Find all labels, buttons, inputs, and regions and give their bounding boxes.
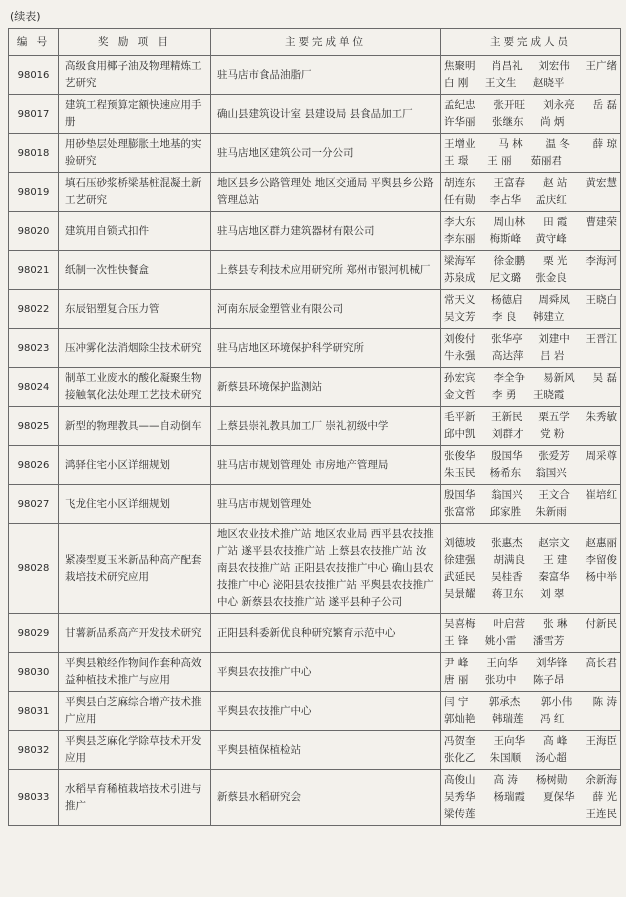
row-people [441,731,621,770]
person-name: 刘俊付 [444,333,476,345]
row-id: 98033 [9,770,59,826]
person-name: 殷国华 [491,450,523,462]
people-line [444,75,617,92]
person-name: 尚 炳 [540,116,565,128]
person-name: 郭小伟 [540,696,573,708]
table-row [9,485,621,524]
row-unit: 平舆县农技推广中心 [211,653,441,692]
person-name: 叶启营 [493,618,526,630]
row-unit: 地区县乡公路管理处 地区交通局 平舆县乡公路管理总站 [211,173,441,212]
row-unit: 上蔡县专利技术应用研究所 郑州市银河机械厂 [211,251,441,290]
person-name: 梅斯峰 [489,233,522,245]
person-name: 李 勇 [492,389,517,401]
person-name: 朱新雨 [535,506,567,518]
people-line [444,136,617,153]
row-id: 98020 [9,212,59,251]
row-id: 98031 [9,692,59,731]
row-project: 用砂垫层处理膨胀土地基的实验研究 [59,134,211,173]
header-unit: 主要完成单位 [211,29,441,56]
table-row [9,524,621,614]
person-name: 高达萍 [492,350,524,362]
person-name: 王海臣 [585,735,617,747]
person-name: 李 良 [492,311,517,323]
person-name: 张化乙 [444,752,476,764]
row-project: 建筑用自锁式扣件 [59,212,211,251]
row-people [441,614,621,653]
person-name: 高俊山 [444,774,476,786]
person-name: 肖昌礼 [491,60,523,72]
people-line [444,309,617,326]
person-name: 薛 琼 [592,138,617,150]
row-id: 98027 [9,485,59,524]
person-name: 王文生 [484,77,517,89]
person-name: 杨中举 [585,570,617,583]
row-unit: 河南东辰金塑管业有限公司 [211,290,441,329]
person-name: 焦聚明 [444,60,476,72]
row-people [441,692,621,731]
person-name: 许华丽 [444,116,476,128]
person-name: 殷国华 [444,489,476,501]
people-line [444,535,617,552]
table-header-row [9,29,621,56]
row-people [441,212,621,251]
person-name: 王 锋 [444,635,469,647]
row-unit: 驻马店市食品油脂厂 [211,56,441,95]
people-line [444,253,617,270]
table-row [9,446,621,485]
table-row [9,329,621,368]
people-line [444,114,617,131]
person-name: 余新海 [585,774,617,786]
person-name: 高 峰 [543,735,568,747]
people-line [444,175,617,192]
person-name: 张惠杰 [491,536,523,549]
person-spacer [581,711,617,728]
person-spacer [581,153,617,170]
people-line [444,348,617,365]
person-name: 胡连东 [444,177,476,189]
people-line [444,750,617,767]
row-people [441,407,621,446]
person-name: 尼文璐 [489,272,522,284]
people-line [444,292,617,309]
row-id: 98029 [9,614,59,653]
person-name: 常天义 [444,294,476,306]
people-line [444,772,617,789]
people-line [444,733,617,750]
row-id: 98021 [9,251,59,290]
person-name: 李留俊 [585,553,617,566]
person-spacer [581,387,617,404]
row-people [441,134,621,173]
person-name: 马 林 [498,138,523,150]
people-line [444,214,617,231]
row-project: 平舆县芝麻化学除草技术开发应用 [59,731,211,770]
table-row [9,770,621,826]
person-name: 朱玉民 [444,467,476,479]
person-name: 张开旺 [493,99,526,111]
row-id: 98032 [9,731,59,770]
row-unit: 新蔡县环境保护监测站 [211,368,441,407]
row-unit: 驻马店市规划管理处 市房地产管理局 [211,446,441,485]
person-name: 易新风 [543,372,575,384]
person-name: 汤心超 [535,752,567,764]
person-name: 杨瑞霞 [493,791,526,803]
person-name: 高长君 [585,657,617,669]
person-name: 张爱芳 [538,450,570,462]
person-name: 刘群才 [492,428,524,440]
people-line [444,370,617,387]
row-project: 平舆县粮经作物间作套种高效益种植技术推广与应用 [59,653,211,692]
table-row [9,251,621,290]
row-unit: 驻马店地区环境保护科学研究所 [211,329,441,368]
person-name: 吴秀华 [444,791,476,803]
row-unit: 新蔡县水稻研究会 [211,770,441,826]
person-name: 吴喜梅 [444,618,476,630]
row-unit: 平舆县农技推广中心 [211,692,441,731]
person-name: 朱国顺 [489,752,522,764]
person-name: 李占华 [489,194,522,206]
row-people [441,329,621,368]
person-name: 崔培红 [585,489,617,501]
person-name: 曹建荣 [585,216,617,228]
row-people [441,770,621,826]
person-name: 毛平新 [444,411,476,423]
person-name: 王 璟 [444,155,469,167]
row-people [441,524,621,614]
person-name: 茹丽君 [530,155,563,167]
people-line [444,616,617,633]
table-row [9,407,621,446]
people-line [444,331,617,348]
person-name: 冯贺奎 [444,735,476,747]
person-name: 田 霞 [543,216,568,228]
person-name: 徐建强 [444,553,476,566]
row-project: 甘薯新品系高产开发技术研究 [59,614,211,653]
table-row [9,56,621,95]
person-name: 赵惠丽 [585,536,617,549]
person-name: 王 建 [543,553,568,566]
person-name: 翁国兴 [535,467,567,479]
header-id: 编 号 [9,29,59,56]
person-name: 李海河 [585,255,617,267]
person-name: 岳 磊 [592,99,617,111]
people-line [444,633,617,650]
person-name: 张 琳 [543,618,568,630]
table-row [9,134,621,173]
row-project: 压冲雾化法消烟除尘技术研究 [59,329,211,368]
person-name: 孙宏宾 [444,372,476,384]
row-project: 鸿驿住宅小区详细规划 [59,446,211,485]
people-line [444,465,617,482]
table-row [9,653,621,692]
row-unit: 驻马店地区群力建筑器材有限公司 [211,212,441,251]
awards-table [8,28,621,826]
row-id: 98022 [9,290,59,329]
people-line [444,58,617,75]
person-name: 梁传莲 [444,808,476,820]
person-name: 王广绪 [585,60,617,72]
table-row [9,212,621,251]
person-name: 王富春 [493,177,526,189]
row-unit: 地区农业技术推广站 地区农业局 西平县农技推广站 遂平县农技推广站 上蔡县农技推广站 汝南县农技推广站 正阳县农技推广中心 确山县农技推广中心 泌阳县农技推广站 平舆县农技推广中心 新蔡县农技推广站 遂平县种子公司 [211,524,441,614]
person-name: 翁国兴 [491,489,523,501]
people-line [444,487,617,504]
people-line [444,694,617,711]
person-name: 韩建立 [532,311,565,323]
person-name: 梁海军 [444,255,476,267]
people-line [444,504,617,521]
person-name: 朱秀敏 [585,411,617,423]
person-name: 刘德坡 [444,536,476,549]
row-project: 新型的物理教具——自动倒车 [59,407,211,446]
person-spacer [581,348,617,365]
person-name: 吴 磊 [592,372,617,384]
people-line [444,552,617,569]
row-project: 飞龙住宅小区详细规划 [59,485,211,524]
person-name: 周舜凤 [538,294,570,306]
row-people [441,251,621,290]
person-name: 韩瑞莲 [492,713,524,725]
row-id: 98017 [9,95,59,134]
people-line [444,655,617,672]
person-name: 吴景耀 [444,587,476,600]
row-people [441,368,621,407]
person-name: 金文哲 [444,389,476,401]
row-unit: 驻马店地区建筑公司一分公司 [211,134,441,173]
person-name: 蒋卫东 [492,587,524,600]
person-name: 唐 丽 [444,674,469,686]
person-name: 高 涛 [493,774,518,786]
person-name: 王晓白 [585,294,617,306]
person-name: 张华亭 [491,333,523,345]
person-name: 冯 红 [540,713,565,725]
row-project: 填石压砂浆桥梁基桩混凝土新工艺研究 [59,173,211,212]
person-name: 王向华 [493,735,526,747]
people-line [444,806,617,823]
people-line [444,711,617,728]
person-name: 周山林 [493,216,526,228]
people-line [444,672,617,689]
person-spacer [581,309,617,326]
person-name: 黄宏慧 [585,177,617,189]
person-spacer [581,586,617,603]
person-name: 张金良 [535,272,567,284]
continued-label: (续表) [10,10,41,23]
person-name: 王向华 [486,657,518,669]
person-name: 潘雪芳 [532,635,565,647]
row-people [441,95,621,134]
person-name: 刘宏伟 [538,60,570,72]
row-id: 98024 [9,368,59,407]
row-unit: 正阳县科委新优良种研究繁育示范中心 [211,614,441,653]
person-name: 刘永亮 [543,99,575,111]
header-project: 奖 励 项 目 [59,29,211,56]
person-name: 苏泉成 [444,272,476,284]
table-row [9,731,621,770]
row-unit: 平舆县植保植检站 [211,731,441,770]
person-name: 王 丽 [487,155,512,167]
person-name: 任有勋 [444,194,476,206]
person-name: 李东丽 [444,233,476,245]
person-spacer [581,114,617,131]
row-id: 98028 [9,524,59,614]
row-project: 紧凑型夏玉米新品种高产配套栽培技术研究应用 [59,524,211,614]
table-row [9,173,621,212]
person-name: 张继东 [492,116,524,128]
person-name: 党 粉 [540,428,565,440]
row-unit: 确山县建筑设计室 县建设局 县食品加工厂 [211,95,441,134]
person-name: 张功中 [484,674,517,686]
row-project: 建筑工程预算定额快速应用手册 [59,95,211,134]
person-name: 吴桂香 [491,570,523,583]
person-name: 王连民 [585,808,617,820]
row-project: 东辰铝塑复合压力管 [59,290,211,329]
person-spacer [581,504,617,521]
person-spacer [581,75,617,92]
person-name: 王晋江 [585,333,617,345]
person-name: 姚小雷 [484,635,517,647]
people-line [444,569,617,586]
person-name: 栗 光 [543,255,568,267]
person-name: 吴文芳 [444,311,476,323]
people-line [444,409,617,426]
person-name: 王增业 [444,138,476,150]
people-line [444,97,617,114]
row-id: 98025 [9,407,59,446]
person-spacer [581,672,617,689]
table-row [9,614,621,653]
person-spacer [581,465,617,482]
person-name: 王新民 [491,411,523,423]
row-people [441,290,621,329]
person-name: 刘建中 [538,333,570,345]
person-spacer [581,270,617,287]
person-name: 王晓霞 [532,389,565,401]
people-line [444,387,617,404]
people-line [444,270,617,287]
person-name: 孟庆红 [535,194,567,206]
person-name: 白 刚 [444,77,469,89]
table-row [9,368,621,407]
person-name: 陈 涛 [592,696,617,708]
person-name: 邱家胜 [489,506,522,518]
row-id: 98030 [9,653,59,692]
person-name: 黄守峰 [535,233,567,245]
people-line [444,586,617,603]
people-line [444,231,617,248]
row-project: 纸制一次性快餐盒 [59,251,211,290]
person-name: 闫 宁 [444,696,469,708]
person-name: 夏保华 [543,791,575,803]
person-name: 徐金鹏 [493,255,526,267]
person-name: 邱中凯 [444,428,476,440]
people-line [444,192,617,209]
row-people [441,653,621,692]
row-people [441,56,621,95]
person-name: 杨希东 [489,467,522,479]
row-id: 98018 [9,134,59,173]
person-name: 张富常 [444,506,476,518]
person-name: 付新民 [585,618,617,630]
row-unit: 上蔡县崇礼教具加工厂 崇礼初级中学 [211,407,441,446]
person-name: 秦富华 [538,570,570,583]
person-name: 杨德启 [491,294,523,306]
person-name: 胡满良 [493,553,526,566]
person-name: 李全争 [493,372,526,384]
person-name: 李大东 [444,216,476,228]
person-spacer [581,633,617,650]
person-name: 武延民 [444,570,476,583]
person-name: 王文合 [538,489,570,501]
person-name: 吕 岩 [540,350,565,362]
table-body [9,56,621,826]
row-people [441,485,621,524]
person-name: 赵 站 [543,177,568,189]
person-name: 薛 光 [592,791,617,803]
person-spacer [581,750,617,767]
row-id: 98026 [9,446,59,485]
row-project: 制革工业废水的酸化凝聚生物接触氧化法处理工艺技术研究 [59,368,211,407]
row-people [441,173,621,212]
person-name: 温 冬 [545,138,570,150]
people-line [444,426,617,443]
person-name: 杨树勋 [535,774,568,786]
person-spacer [581,192,617,209]
person-name: 刘华锋 [535,657,568,669]
person-spacer [581,231,617,248]
row-project: 高级食用椰子油及物理精炼工艺研究 [59,56,211,95]
person-name: 刘 翠 [540,587,565,600]
table-row [9,290,621,329]
person-name: 牛永强 [444,350,476,362]
row-id: 98023 [9,329,59,368]
header-people: 主要完成人员 [441,29,621,56]
person-name: 郭灿艳 [444,713,476,725]
row-project: 平舆县白芝麻综合增产技术推广应用 [59,692,211,731]
row-project: 水稻旱育稀植栽培技术引进与推广 [59,770,211,826]
row-people [441,446,621,485]
row-id: 98019 [9,173,59,212]
person-name: 孟纪忠 [444,99,476,111]
person-name: 张俊华 [444,450,476,462]
row-unit: 驻马店市规划管理处 [211,485,441,524]
person-spacer [581,426,617,443]
people-line [444,448,617,465]
people-line [444,789,617,806]
row-id: 98016 [9,56,59,95]
person-name: 郭承杰 [488,696,521,708]
person-name: 栗五学 [538,411,570,423]
person-name: 赵晓平 [532,77,565,89]
person-name: 尹 峰 [444,657,469,669]
person-name: 陈子昂 [532,674,565,686]
person-name: 赵宗文 [538,536,570,549]
table-row [9,95,621,134]
table-row [9,692,621,731]
people-line [444,153,617,170]
person-name: 周采尊 [585,450,617,462]
